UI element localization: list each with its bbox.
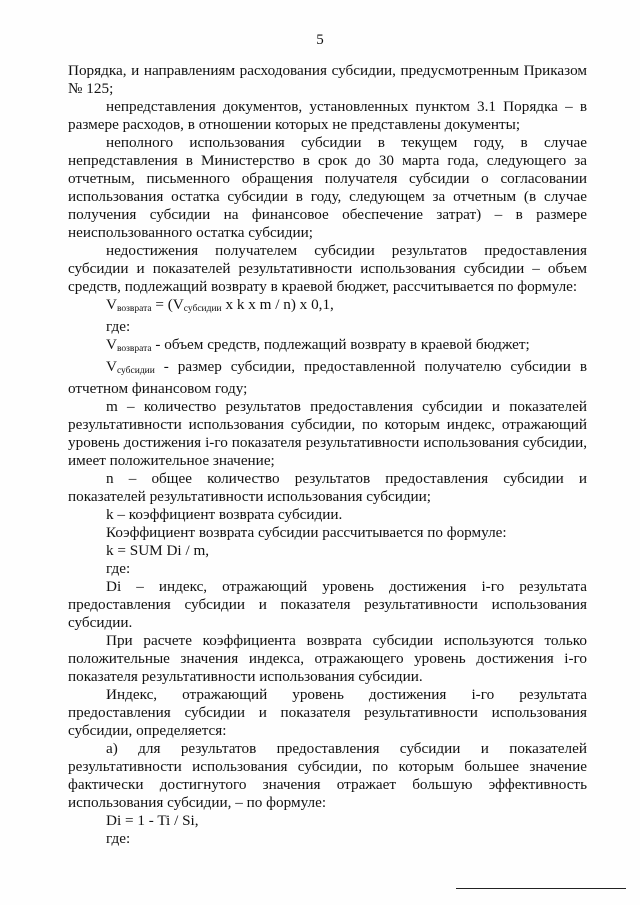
definition-m: m – количество результатов предоставления субсидии и показателей результативности использования субсидии, по которым индекс, отражающий уровень достижения i-го показателя результативности использования субсидии, имеет положительное значение; — [68, 398, 587, 469]
gde-label: где: — [106, 560, 131, 577]
formula-k: k = SUM Di / m, — [106, 542, 210, 559]
page-number: 5 — [316, 32, 324, 48]
gde-label: где: — [106, 830, 131, 847]
gde-label: где: — [106, 318, 131, 335]
paragraph-nepredstavlenie: непредставления документов, установленных пунктом 3.1 Порядка – в размере расходов, в отношении которых не представлены документы; — [68, 98, 587, 133]
paragraph-raschet-note: При расчете коэффициента возврата субсидии используются только положительные значения индекса, отражающего уровень достижения i-го показателя результативности использования субсидии. — [68, 632, 587, 685]
paragraph-nepolnoe-ispolzovanie: неполного использования субсидии в текущем году, в случае непредставления в Министерство в срок до 30 марта года, следующего за отчетным, письменного обращения получателя субсидии о согласовании использования остатка субсидии в году, следующем за отчетным (в случае получения субсидии на финансовое обеспечение затрат) – в размере неиспользованного остатка субсидии; — [68, 134, 587, 241]
paragraph-continuation: Порядка, и направлениям расходования субсидии, предусмотренным Приказом № 125; — [68, 62, 587, 97]
definition-n: n – общее количество результатов предоставления субсидии и показателей результативности использования субсидии; — [68, 470, 587, 505]
paragraph-index-intro: Индекс, отражающий уровень достижения i-го результата предоставления субсидии и показателя результативности использования субсидии, определяется: — [68, 686, 587, 739]
definition-k: k – коэффициент возврата субсидии. — [106, 506, 343, 523]
formula-v-vozvrata: $V_{возврата} = (V_{субсидии}$ x k x m / n) x 0,1, — [106, 296, 334, 314]
paragraph-nedostizhenie: недостижения получателем субсидии результатов предоставления субсидии и показателей результативности использования субсидии – объем средств, подлежащий возврату в краевой бюджет, рассчитывается по формуле: — [68, 242, 587, 295]
formula-di: Di = 1 - Ti / Si, — [106, 812, 199, 829]
definition-di: Di – индекс, отражающий уровень достижения i-го результата предоставления субсидии и показателя результативности использования субсидии. — [68, 578, 587, 631]
koefficient-intro: Коэффициент возврата субсидии рассчитывается по формуле: — [106, 524, 507, 541]
definition-v-subsidii: $V_{субсидии}$ - размер субсидии, предоставленной получателю субсидии в отчетном финансовом году; — [68, 358, 587, 397]
footer-divider — [456, 888, 626, 889]
definition-v-vozvrata: $V_{возврата}$ - объем средств, подлежащий возврату в краевой бюджет; — [106, 336, 530, 354]
document-body — [68, 62, 587, 848]
list-item-a: а) для результатов предоставления субсидии и показателей результативности использования субсидии, по которым большее значение фактически достигнутого значения отражает большую эффективность использования субсидии, – по формуле: — [68, 740, 587, 811]
